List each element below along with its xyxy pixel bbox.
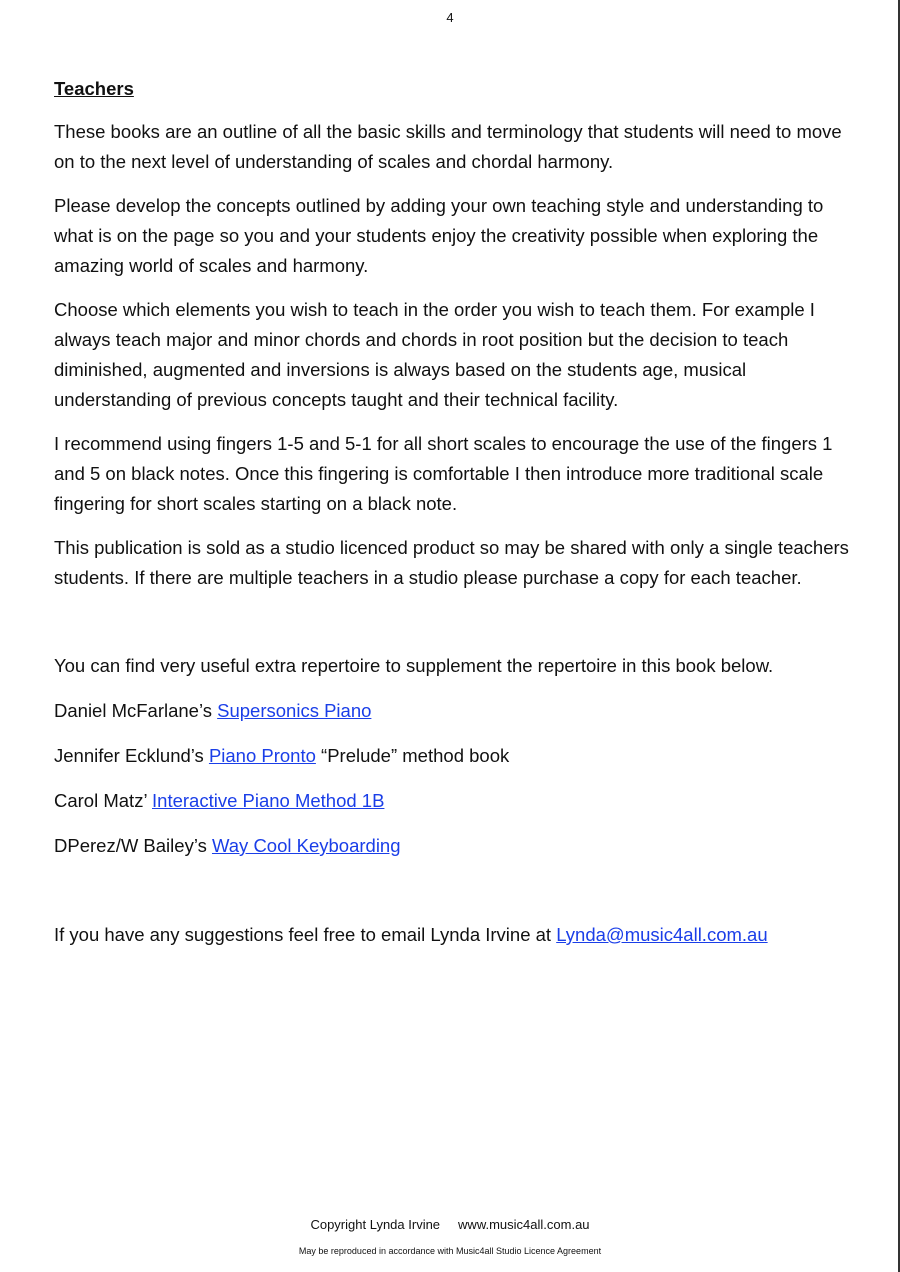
page-number: 4 bbox=[446, 10, 454, 25]
resource-item bbox=[54, 741, 854, 771]
section-spacer bbox=[54, 607, 854, 651]
resource-link-way-cool-keyboarding[interactable]: Way Cool Keyboarding bbox=[211, 835, 401, 856]
paragraph-outline: These books are an outline of all the basic skills and terminology that students will need to move on to the next level of understanding of scales and chordal harmony. bbox=[54, 121, 842, 172]
footer-website: www.music4all.com.au bbox=[458, 1217, 590, 1232]
resource-item bbox=[54, 786, 854, 816]
contact-text: If you have any suggestions feel free to email Lynda Irvine at bbox=[54, 924, 557, 945]
page-content bbox=[54, 74, 854, 965]
paragraph-elements: Choose which elements you wish to teach in the order you wish to teach them. For example I always teach major and minor chords and chords in root position but the decision to teach diminished, augmented and inversions is always based on the students age, musical understanding of previous concepts taught and their technical facility. bbox=[54, 299, 815, 410]
contact-line bbox=[54, 920, 854, 950]
section-heading: Teachers bbox=[54, 78, 134, 99]
footer-license: May be reproduced in accordance with Music4all Studio Licence Agreement bbox=[298, 1246, 602, 1256]
resource-author: Daniel McFarlane’s bbox=[54, 700, 218, 721]
paragraph-develop: Please develop the concepts outlined by adding your own teaching style and understanding to what is on the page so you and your students enjoy the creativity possible when exploring the amazing world of scales and harmony. bbox=[54, 195, 824, 276]
resource-link-interactive-piano-method[interactable]: Interactive Piano Method 1B bbox=[152, 790, 385, 811]
resource-item bbox=[54, 831, 854, 861]
repertoire-intro: You can find very useful extra repertoire to supplement the repertoire in this book below. bbox=[54, 655, 774, 676]
resource-link-piano-pronto[interactable]: Piano Pronto bbox=[208, 745, 316, 766]
resource-author: Carol Matz’ bbox=[54, 790, 153, 811]
resource-suffix: “Prelude” method book bbox=[315, 745, 510, 766]
resource-author: Jennifer Ecklund’s bbox=[54, 745, 209, 766]
resource-author: DPerez/W Bailey’s bbox=[54, 835, 212, 856]
paragraph-licence: This publication is sold as a studio licenced product so may be shared with only a single teachers students. If there are multiple teachers in a studio please purchase a copy for each teacher. bbox=[54, 537, 849, 588]
paragraph-fingering: I recommend using fingers 1-5 and 5-1 for all short scales to encourage the use of the fingers 1 and 5 on black notes. Once this fingering is comfortable I then introduce more traditional scale fingering for short scales starting on a black note. bbox=[54, 433, 833, 514]
section-spacer bbox=[54, 876, 854, 920]
copyright-text: Copyright Lynda Irvine bbox=[310, 1217, 441, 1232]
resource-link-supersonics-piano[interactable]: Supersonics Piano bbox=[217, 700, 372, 721]
contact-email-link[interactable]: Lynda@music4all.com.au bbox=[556, 924, 768, 945]
resource-item bbox=[54, 696, 854, 726]
footer-copyright bbox=[0, 1217, 900, 1232]
